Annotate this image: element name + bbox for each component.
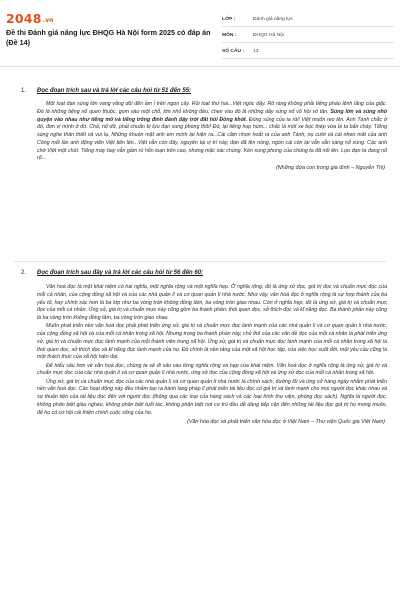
logo-text: 2048 (6, 11, 42, 26)
site-logo[interactable] (6, 11, 54, 26)
page-header (0, 0, 400, 68)
meta-label: LỚP : (222, 17, 236, 22)
meta-value: Đánh giá năng lực (253, 17, 293, 22)
meta-value: 13 (253, 49, 259, 54)
question-heading: Đọc đoạn trích sau và trả lời các câu hỏi từ 51 đến 55: (37, 88, 192, 94)
question-heading: Đọc đoạn trích sau đây và trả lời các câu hỏi từ 56 đến 60: (37, 270, 204, 276)
logo-suffix: .vn (42, 17, 54, 24)
question-number: 1. (21, 88, 27, 94)
meta-label: MÔN : (222, 33, 237, 38)
passage-paragraph: Văn hoá đọc là một khái niệm có hai nghĩa, một nghĩa rộng và một nghĩa hẹp. Ở nghĩa rộng, đó là ứng xử đọc, giá trị đọc và chuẩn mực đọc của mỗi cá nhân, của cộng đồng xã hội và của các nhà quản lí và cơ quan quản lí nhà nước. Như vậy, văn hoá đọc ở nghĩa rộng là sự hợp thành của ba yếu tố, hay chính xác hơn là ba lớp như ba vòng tròn không đồng tâm, ba vòng tròn giao nhau. Còn ở nghĩa hẹp, đó là ứng xử, giá trị và chuẩn mực đọc của mỗi cá nhân. Ứng xử, giá trị và chuẩn mực này cũng gồm ba thành phần: thói quen đọc, sở thích đọc và kĩ năng đọc. Ba thành phần này cũng là ba vòng tròn không đồng tâm, ba vòng tròn giao nhau. (37, 284, 387, 321)
passage-paragraph (37, 101, 387, 163)
reading-passage (37, 284, 387, 426)
meta-label: SỐ CÂU : (222, 49, 245, 54)
passage-bold-text: Súng lớn và súng nhỏ quyện vào nhau như tiếng mõ và tiếng trống đình đánh dậy trời đất hồi Đồng khởi. (37, 108, 388, 123)
passage-paragraph: Để hiểu sâu hơn về văn hoá đọc, chúng ta sẽ đi sâu vào từng nghĩa rộng và hẹp của khái niệm. Văn hoá đọc ở nghĩa rộng là ứng xử, giá trị và chuẩn mực đọc của các nhà quản lí và cơ quan quản lí nhà nước, ứng xử đọc của cộng đồng xã hội và ứng xử đọc của mỗi cá nhân trong xã hội. (37, 362, 387, 377)
passage-text: Một loạt đạn súng lớn vang vằng dội đến ầm ỉ trên ngọn cây. Rồi loạt thứ hai...Việt ngóc dậy. Rõ ràng không phải tiếng pháo lệnh lằng của giặc. Đó là những tiếng nổ quen thuộc, gom vào một chỗ, lớn nhỏ không đều, chen vào đó là những dây súng nổ vô hồi vô tận. (37, 101, 387, 115)
passage-source: (Văn hóa đọc và phát triển văn hóa đọc ở Việt Nam – Thư viện Quốc gia Việt Nam) (187, 418, 385, 425)
page-title: Đề thi Đánh giá năng lực ĐHQG Hà Nội form 2025 có đáp án (Đề 14) (6, 28, 211, 47)
reading-passage (37, 101, 387, 172)
passage-paragraph: Muốn phát triển nền văn hoá đọc phải phát triển ứng xử, giá trị và chuẩn mực đọc lành mạnh của các nhà quản lí và cơ quan quản lí nhà nước, của cộng đồng xã hội và của mỗi cá nhân trong xã hội. Nhưng trong ba thành phần này, chủ thể của các vấn đề đọc của mỗi cá nhân là phát triển ứng xử, giá trị và chuẩn mực đọc lành mạnh của mỗi thành viên trong xã hội. Ứng xử, giá trị và chuẩn mực đọc lành mạnh của mỗi cá nhân trong xã hội là thói quen đọc, sở thích đọc và kĩ năng đọc lành mạnh của họ. Đó chính là nền tảng của một xã hội học tập, của việc học suốt đời, một yêu cầu cũng là một thách thức của xã hội hiện đại. (37, 323, 387, 361)
exam-meta (222, 13, 394, 61)
header-divider (0, 66, 400, 67)
meta-row-subject (222, 29, 394, 43)
question-divider (14, 261, 386, 262)
meta-row-class (222, 13, 394, 27)
meta-value: ĐHQG Hà Nội (253, 33, 284, 38)
passage-source: (Những đứa con trong gia đình – Nguyễn Thi) (275, 164, 385, 171)
meta-row-count (222, 45, 394, 59)
passage-text: Đúng súng của ta rồi! Việt muốn reo lên. Anh Tánh chắc ở đó, đơn vị mình ở đó. Chả, nổ dữ, phải chuẩn bị lựu đạn xung phong thôi! Đó, lại tiếng hụp hùm... chắc là một xe bọc thép vừa bị ta bắn cháy. Tiếng súng nghe thân thiết và vui lạ. Những khuôn mặt anh em mình lại hiện ra...Cái cằm nhọn hoắt ra của anh Tánh, nụ cười và cái nheo mắt của anh Công mỗi lần anh động viên Việt tiến lên...Việt vẫn còn đây, nguyên tại vị trí này, đạn đã lên nòng, ngón cái còn lại vẫn sẵn sàng nổ súng. Các anh chờ Việt một chút. Tiếng máy bay vẫn gầm rú hỗn loạn trên cao, nhưng mặc xác chúng. Kèn xung phong của chúng ta đã nổi lên. Lựu đạn ta đang nổ rộ... (37, 116, 387, 162)
passage-paragraph: Ứng xử, giá trị và chuẩn mực đọc của các nhà quản lí và cơ quan quản lí nhà nước là chính sách, đường lối và ứng xử hàng ngày nhằm phát triển nền văn hoá đọc. Các hoạt động này đều nhằm tạo ra hành lang pháp lí phát triển tài liệu đọc có giá trị và lành mạnh cho mọi người đọc khác nhau và sự thuận tiện của tài liệu đọc đến với người đọc (thông qua các loại của hàng sách và các loại hình thư viện, phòng đọc sách). Nghĩa là người đọc, không phân biệt giàu nghèo, không phân biệt tuổi tác, không phân biệt nơi cư trú đều dễ dàng tiếp cận đến những tài liệu đọc giá trị họ mong muốn, để họ có cơ hội cải thiện chính cuộc sống của họ. (37, 378, 387, 416)
question-number: 2. (21, 270, 27, 276)
